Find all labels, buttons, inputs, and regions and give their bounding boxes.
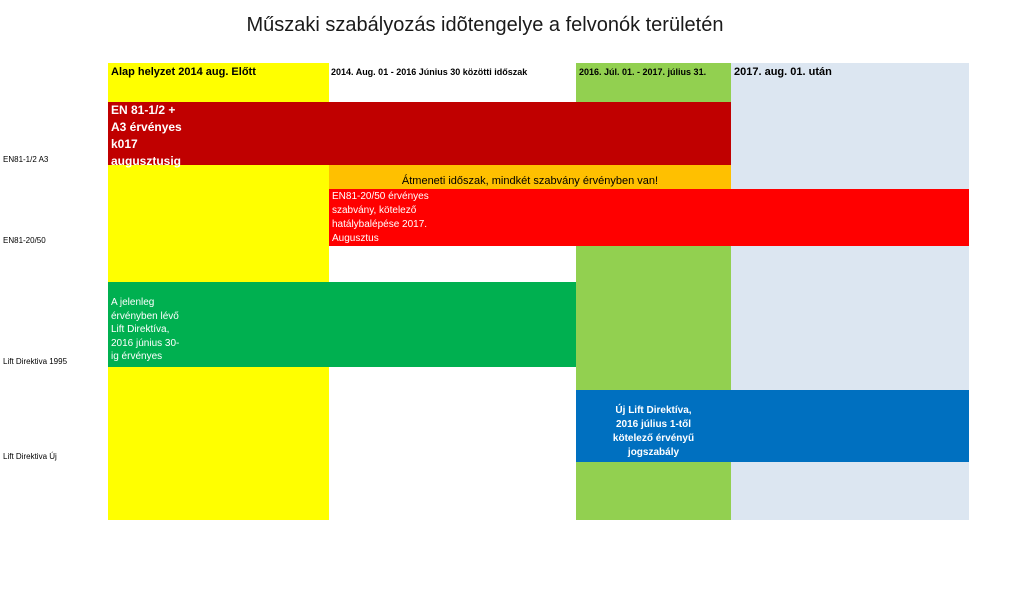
bar-en81-20-50 bbox=[329, 189, 969, 246]
row-label-lift-direktiva-uj: Lift Direktiva Új bbox=[3, 452, 57, 461]
row-label-en81-12-a3: EN81-1/2 A3 bbox=[3, 155, 49, 164]
period-header-2014-2016: 2014. Aug. 01 - 2016 Június 30 közötti időszak bbox=[331, 67, 528, 77]
bar-lift-direktiva-1995 bbox=[108, 282, 576, 367]
period-header-before-2014: Alap helyzet 2014 aug. Előtt bbox=[111, 66, 256, 78]
period-header-2016-2017: 2016. Júl. 01. - 2017. július 31. bbox=[579, 67, 707, 77]
bar-lift-direktiva-uj bbox=[576, 390, 969, 462]
bar-transition-period bbox=[329, 165, 731, 189]
bar-en81-20-50-text: EN81-20/50 érvényes szabvány, kötelező hatálybalépése 2017. Augusztus bbox=[332, 191, 429, 244]
bar-lift-1995-text: A jelenleg érvényben lévő Lift Direktíva, 2016 június 30- ig érvényes bbox=[111, 297, 180, 362]
row-label-lift-direktiva-1995: Lift Direktiva 1995 bbox=[3, 357, 68, 366]
diagram-title: Műszaki szabályozás idõtengelye a felvonók területén bbox=[246, 14, 724, 36]
row-label-en81-20-50: EN81-20/50 bbox=[3, 236, 46, 245]
bar-en81-12-a3 bbox=[108, 102, 731, 168]
bar-lift-uj-text: Új Lift Direktíva, 2016 július 1-től kötelező érvényű jogszabály bbox=[612, 405, 695, 458]
bar-en81-12-a3-text: EN 81-1/2 + A3 érvényes k017 augusztusig bbox=[111, 103, 182, 168]
period-header-after-2017: 2017. aug. 01. után bbox=[734, 66, 832, 78]
bar-transition-text: Átmeneti időszak, mindkét szabvány érvényben van! bbox=[401, 175, 659, 187]
